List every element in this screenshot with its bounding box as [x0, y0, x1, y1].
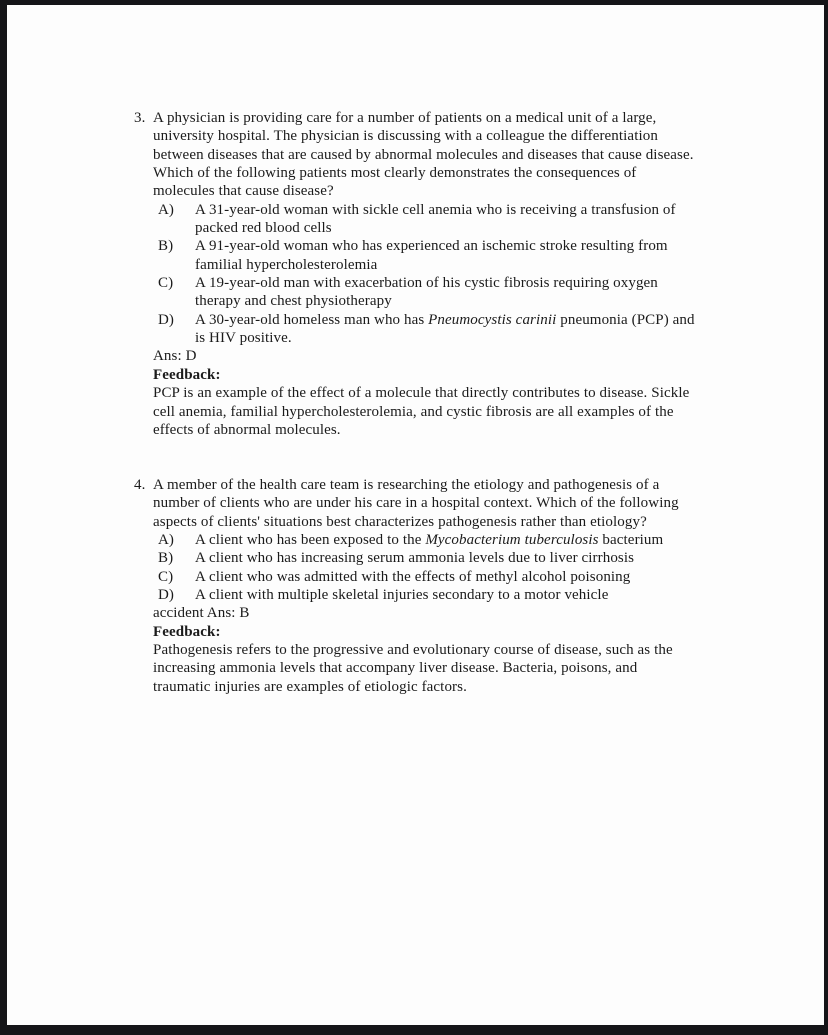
option-segment: familial hypercholesterolemia: [195, 256, 378, 273]
option-letter: A): [158, 532, 175, 549]
feedback-text: [153, 641, 758, 696]
options-list: [153, 531, 758, 604]
option-line: [195, 329, 695, 347]
option-letter: B): [158, 550, 174, 567]
option-line: [195, 549, 634, 567]
option-row: [153, 237, 758, 274]
italic-term: Pneumocystis carinii: [428, 311, 557, 328]
feedback-line: cell anemia, familial hypercholesterolemia, and cystic fibrosis are all examples of the: [153, 403, 674, 420]
option-letter: A): [158, 201, 175, 218]
option-line: [195, 219, 676, 237]
option-segment: A 31-year-old woman with sickle cell anemia who is receiving a transfusion of: [195, 201, 676, 218]
feedback-line: PCP is an example of the effect of a molecule that directly contributes to disease. Sickle: [153, 385, 690, 402]
document-page: [7, 5, 824, 1025]
option-letter: C): [158, 568, 174, 585]
feedback-line: increasing ammonia levels that accompany liver disease. Bacteria, poisons, and: [153, 660, 638, 677]
question-content: [153, 476, 758, 696]
option-row: [153, 549, 758, 567]
feedback-line: Pathogenesis refers to the progressive and evolutionary course of disease, such as the: [153, 642, 673, 659]
option-line: [195, 237, 668, 255]
question-block: [134, 109, 758, 439]
stem-line: university hospital. The physician is discussing with a colleague the differentiation: [153, 128, 658, 145]
option-line: [195, 568, 630, 586]
option-segment: therapy and chest physiotherapy: [195, 293, 392, 310]
option-line: [195, 201, 676, 219]
option-segment: A 30-year-old homeless man who has: [195, 311, 429, 328]
option-text: [195, 311, 695, 348]
option-letter: B): [158, 238, 174, 255]
option-line: [195, 274, 658, 292]
answer-line: accident Ans: B: [153, 605, 250, 622]
option-row: [153, 201, 758, 238]
stem-line: between diseases that are caused by abnormal molecules and diseases that cause disease.: [153, 146, 694, 163]
option-segment: A 91-year-old woman who has experienced an ischemic stroke resulting from: [195, 238, 668, 255]
option-segment: is HIV positive.: [195, 330, 292, 347]
option-segment: pneumonia (PCP) and: [556, 311, 695, 328]
option-segment: A client with multiple skeletal injuries secondary to a motor vehicle: [195, 587, 609, 604]
option-segment: A client who was admitted with the effects of methyl alcohol poisoning: [195, 568, 631, 585]
option-text: [195, 549, 634, 567]
options-list: [153, 201, 758, 348]
stem-line: A member of the health care team is researching the etiology and pathogenesis of a: [153, 477, 660, 493]
option-text: [195, 237, 668, 274]
option-segment: A client who has been exposed to the: [195, 532, 426, 549]
option-line: [195, 292, 658, 310]
option-row: [153, 274, 758, 311]
feedback-line: traumatic injuries are examples of etiologic factors.: [153, 678, 467, 695]
option-letter: C): [158, 275, 174, 292]
option-letter: D): [158, 587, 175, 604]
option-row: [153, 311, 758, 348]
feedback-label: Feedback:: [153, 623, 221, 640]
stem-line: number of clients who are under his care in a hospital context. Which of the following: [153, 495, 679, 512]
answer-line: Ans: D: [153, 348, 197, 365]
question-stem: [153, 109, 758, 201]
option-line: [195, 531, 663, 549]
option-row: [153, 586, 758, 604]
option-line: [195, 586, 608, 604]
stem-line: molecules that cause disease?: [153, 183, 334, 200]
option-text: [195, 201, 676, 238]
option-row: [153, 531, 758, 549]
option-text: [195, 274, 658, 311]
option-letter: D): [158, 311, 175, 328]
question-content: [153, 109, 758, 439]
stem-line: A physician is providing care for a number of patients on a medical unit of a large,: [153, 110, 657, 126]
feedback-label: Feedback:: [153, 366, 221, 383]
feedback-text: [153, 384, 758, 439]
stem-line: aspects of clients' situations best characterizes pathogenesis rather than etiology?: [153, 513, 647, 530]
question-number: 3.: [134, 110, 146, 126]
option-text: [195, 586, 608, 604]
option-segment: bacterium: [598, 532, 664, 549]
option-line: [195, 256, 668, 274]
option-line: [195, 311, 695, 329]
question-stem: [153, 476, 758, 531]
question-number: 4.: [134, 477, 146, 493]
option-segment: packed red blood cells: [195, 220, 332, 237]
option-row: [153, 568, 758, 586]
option-text: [195, 568, 630, 586]
stem-line: Which of the following patients most clearly demonstrates the consequences of: [153, 165, 637, 182]
option-segment: A 19-year-old man with exacerbation of his cystic fibrosis requiring oxygen: [195, 275, 658, 292]
feedback-line: effects of abnormal molecules.: [153, 421, 341, 438]
option-text: [195, 531, 663, 549]
italic-term: Mycobacterium tuberculosis: [425, 532, 599, 549]
option-segment: A client who has increasing serum ammonia levels due to liver cirrhosis: [195, 550, 635, 567]
question-block: [134, 476, 758, 696]
